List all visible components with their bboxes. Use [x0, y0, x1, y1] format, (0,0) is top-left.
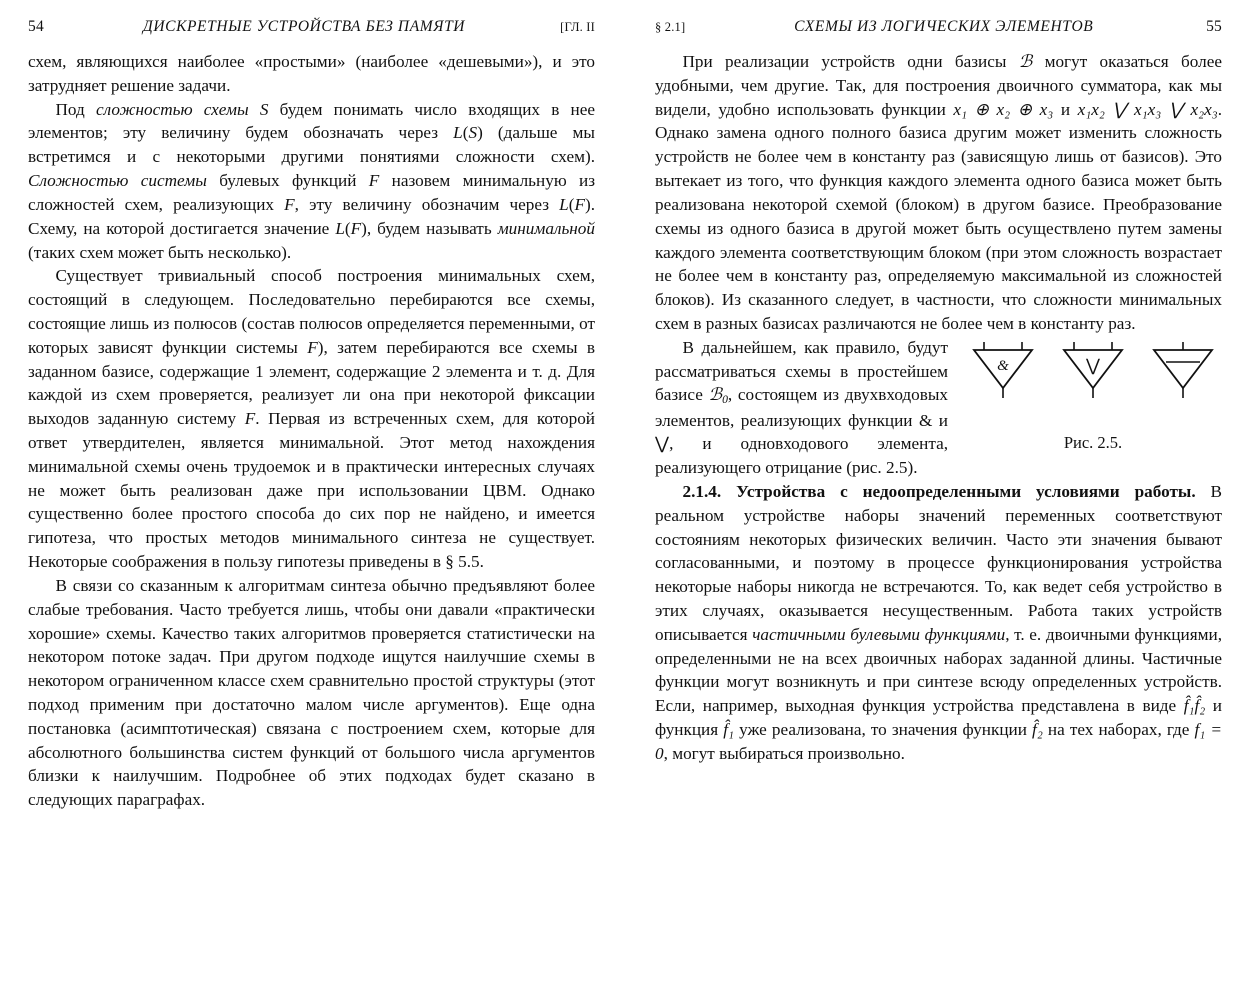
- running-head-left: [28, 18, 595, 36]
- section-text-c: и функция: [655, 696, 1223, 740]
- svg-text:&: &: [997, 357, 1009, 374]
- page-right: [625, 0, 1250, 988]
- section-heading: Устройства с недоопределенными условиями работы.: [736, 481, 1196, 501]
- formula-majority: x₁x₂ ⋁ x₁x₃ ⋁ x₂x₃: [1077, 99, 1218, 119]
- para-text-d: . Однако замена одного полного базиса другим может изменить сложность устройств не более чем в константу раз (зависящую лишь от базисов). Это вытекает из того, что функция каждого элемента одного базиса может быть реализована некоторой схемой (блоком) в другом базисе. Преобразование схемы из одного базиса в другой может быть осуществлено путем замены каждого элемента соответствующим блоком (при этом сложность возрастает не более чем в константу раз, определяемую максимальной из сложностей блоков). Из сказанного следует, в частности, что сложности минимальных схем в разных базисах различаются не более чем в константу раз.: [655, 99, 1222, 333]
- paragraph: Под сложностью схемы S будем понимать число входящих в нее элементов; эту величину будем обозначать через L(S) (дальше мы встретимся и с некоторыми другими понятиями сложности схем). Сложностью системы булевых функций F назовем минимальную из сложностей схем, реализующих F, эту величину обозначим через L(F). Схему, на которой достигается значение L(F), будем называть минимальной (таких схем может быть несколько).: [28, 99, 596, 262]
- basis-symbol-zero: [708, 385, 728, 407]
- section-text-d: уже реализована, то значения функции: [734, 720, 1033, 740]
- or-gate-icon: [1060, 342, 1126, 398]
- running-title-right: СХЕМЫ ИЗ ЛОГИЧЕСКИХ ЭЛЕМЕНТОВ: [794, 18, 1094, 35]
- paragraph: Существует тривиальный способ построения минимальных схем, состоящий в следующем. Последовательно перебираются все схемы, состоящие лишь из полюсов (состав полюсов определяется переменными, от которых зависят функции системы F), затем перебираются все схемы в заданном базисе, содержащие 1 элемент, содержащие 2 элемента и т. д. Для каждой из схем проверяется, реализует ли она при некоторой фиксации выходов заданную систему F. Первая из встреченных схем, для которой ответ утвердителен, является минимальной. Этот метод нахождения минимальной схемы очень трудоемок и в практически интересных случаях не может быть реализован даже при использовании ЦВМ. Однако существенно более простого способа до сих пор не найдено, и имеется гипотеза, что простых методов минимального синтеза не существует. Некоторые соображения в пользу гипотезы приведены в § 5.5.: [28, 266, 596, 572]
- section-text-e: на тех наборах, где: [1042, 720, 1195, 740]
- formula-f1-eq-0: f₁ = 0: [655, 720, 1222, 763]
- folio-right: 55: [1206, 18, 1222, 35]
- running-title-left: ДИСКРЕТНЫЕ УСТРОЙСТВА БЕЗ ПАМЯТИ: [142, 18, 466, 35]
- running-head-right: [655, 18, 1222, 36]
- formula-f1f2: f̂₁f̂₂: [1183, 696, 1206, 716]
- paragraph: схем, являющихся наиболее «простыми» (наиболее «дешевыми»), и это затрудняет решение задачи.: [28, 52, 595, 95]
- figure-2-5: [964, 342, 1222, 455]
- figure-gates: [964, 342, 1222, 398]
- section-text-a: В реальном устройстве наборы значений переменных соответствуют состояниям некоторых физических величин. Часто эти значения бывают согласованными, и поэтому в процессе функционирования устройства некоторые наборы никогда не встречаются. То, как ведет себя устройство в этих случаях, оказывается несущественным. Работа таких устройств описывается: [655, 481, 1223, 644]
- formula-f2: f̂₂: [1032, 720, 1043, 740]
- para-text-a: При реализации устройств одни базисы: [682, 52, 1019, 71]
- not-gate-icon: [1150, 342, 1216, 398]
- para2-text-a: В дальнейшем, как правило, будут рассматриваться схемы в простейшем базисе: [655, 337, 948, 405]
- section-marker-right: § 2.1]: [655, 20, 686, 34]
- body-text-right: [655, 50, 1222, 766]
- chapter-marker-left: [ГЛ. II: [560, 20, 595, 34]
- basis-symbol: ℬ: [1018, 52, 1033, 71]
- paragraph: [655, 50, 1222, 336]
- paragraph: В связи со сказанным к алгоритмам синтеза обычно предъявляют более слабые требования. Часто требуется лишь, чтобы они давали «практически хорошие» схемы. Качество таких алгоритмов проверяется статистически на некотором потоке задач. При другом подходе ищутся наилучшие схемы в некотором ограниченном классе схем сравнительно простой структуры (этот подход применим при достаточно малом числе аргументов). Еще одна постановка (асимптотическая) связана с построением схем, которые для абсолютного большинства систем функций от большого числа аргументов близки к наилучшим. Подробнее об этих подходах будет сказано в следующих параграфах.: [28, 575, 595, 810]
- formula-f1: f̂₁: [723, 720, 735, 740]
- section-paragraph: [655, 480, 1222, 766]
- basis-symbol-glyph: ℬ: [708, 385, 723, 405]
- section-number: 2.1.4.: [682, 481, 722, 501]
- formula-sum: x₁ ⊕ x₂ ⊕ x₃: [953, 99, 1054, 119]
- section-text-b: , т. е. двоичными функциями, определенными не на всех двоичных наборах заданной длины. Частичные функции могут возникнуть и при синтезе всюду определенных устройств. Если, например, выходная функция устройства представлена в виде: [655, 624, 1222, 716]
- and-gate-icon: [970, 342, 1036, 398]
- figure-caption: Рис. 2.5.: [1063, 432, 1123, 452]
- basis-subscript: 0: [722, 393, 728, 407]
- folio-left: 54: [28, 18, 44, 35]
- section-text-italic: частичными булевыми функциями: [752, 624, 1006, 644]
- para-text-b: могут оказаться более удобными, чем другие. Так, для построения двоичного сумматора, как мы видели, удобно использовать функции: [655, 52, 1222, 119]
- body-text-left: [28, 50, 595, 812]
- para2-text-b: , состоящем из двухвходовых элементов, реализующих функции & и ⋁, и одновходового элемента, реализующего отрицание (рис. 2.5).: [655, 385, 949, 478]
- section-text-f: , могут выбираться произвольно.: [663, 743, 905, 763]
- para-text-c: и: [1053, 99, 1078, 119]
- svg-text:⋁: ⋁: [1086, 355, 1100, 375]
